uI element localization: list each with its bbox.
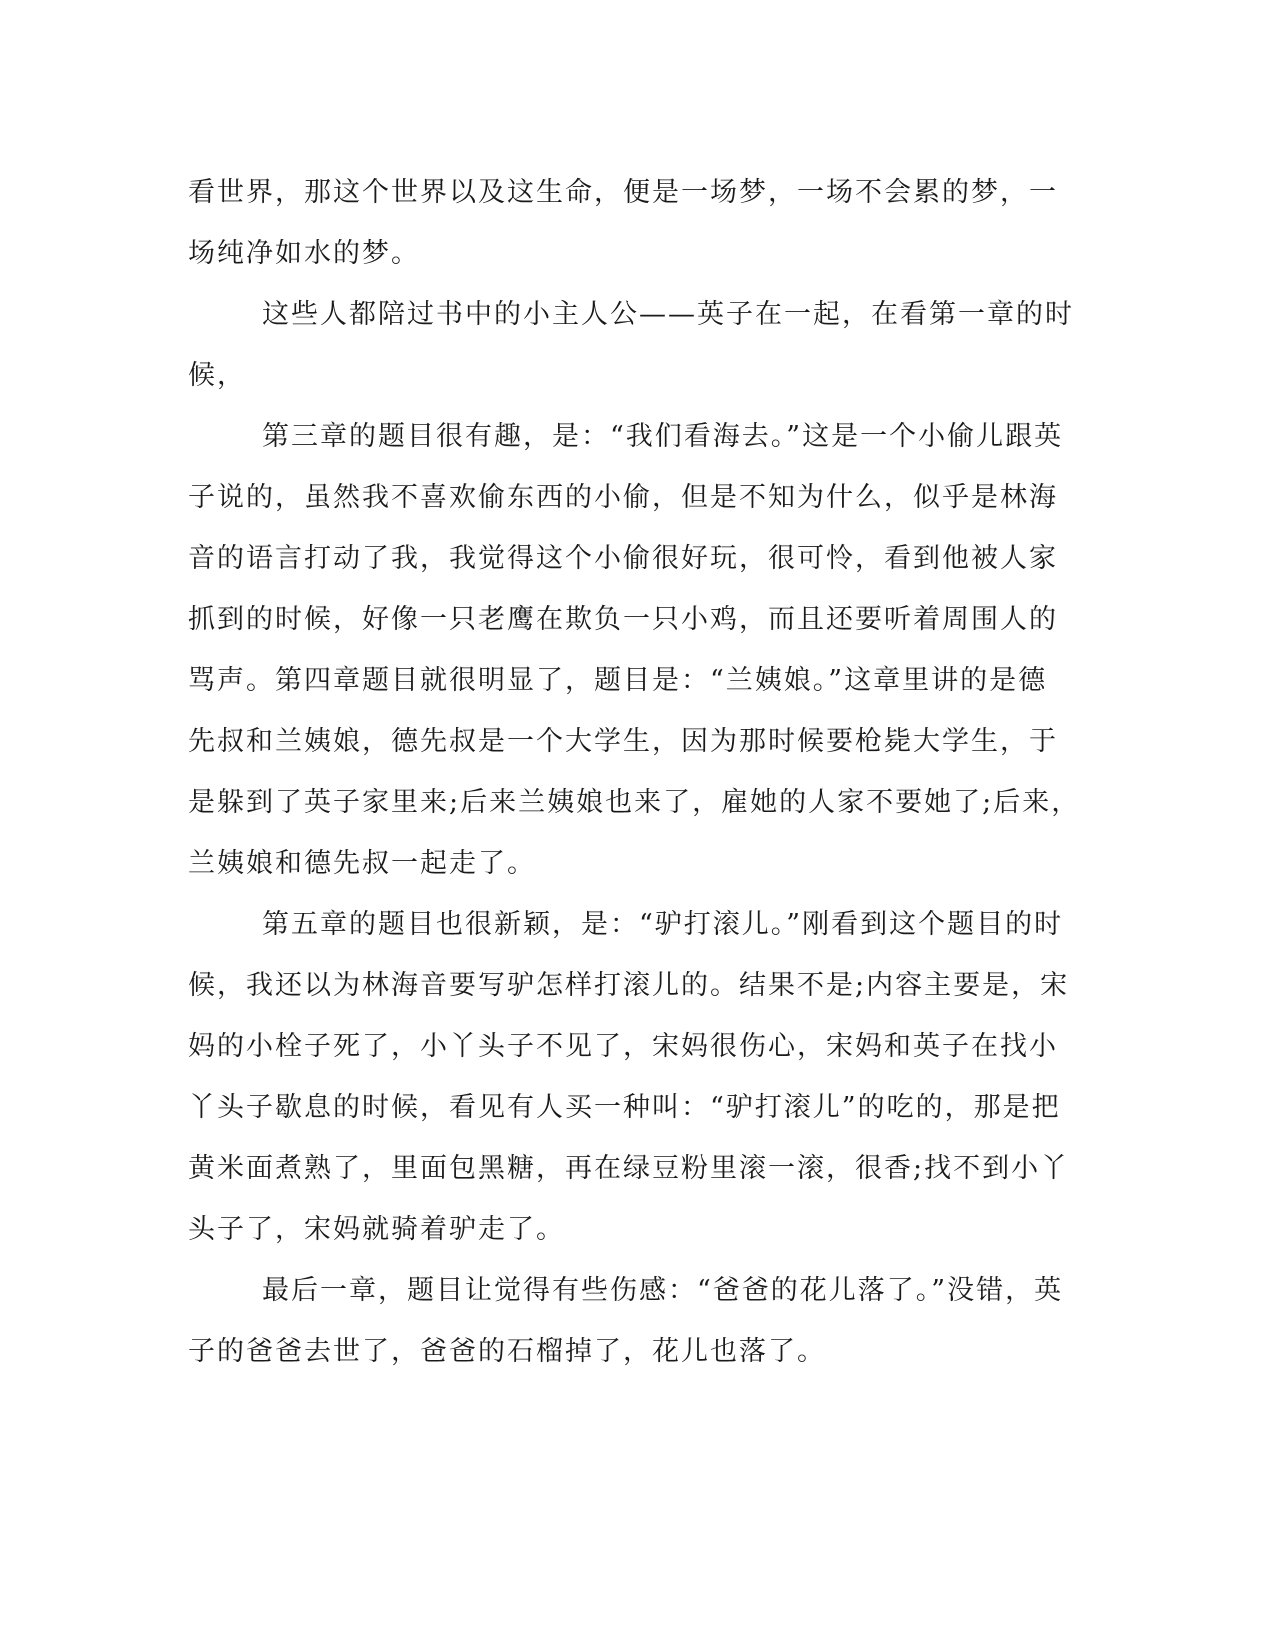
text-line: 子说的，虽然我不喜欢偷东西的小偷，但是不知为什么，似乎是林海 bbox=[188, 482, 1058, 513]
paragraph bbox=[188, 406, 1081, 894]
paragraph bbox=[188, 894, 1070, 1260]
paragraph bbox=[188, 162, 1070, 284]
text-line: 这些人都陪过书中的小主人公——英子在一起，在看第一章的时 bbox=[262, 299, 1074, 330]
text-line: 头子了，宋妈就骑着驴走了。 bbox=[188, 1214, 565, 1245]
text-line: 最后一章，题目让觉得有些伤感：“爸爸的花儿落了。”没错，英 bbox=[262, 1275, 1064, 1306]
text-line: 先叔和兰姨娘，德先叔是一个大学生，因为那时候要枪毙大学生，于 bbox=[188, 726, 1058, 757]
text-line: 看世界，那这个世界以及这生命，便是一场梦，一场不会累的梦，一 bbox=[188, 177, 1058, 208]
text-line: 是躲到了英子家里来;后来兰姨娘也来了，雇她的人家不要她了;后来， bbox=[188, 787, 1081, 818]
text-line: 候，我还以为林海音要写驴怎样打滚儿的。结果不是;内容主要是，宋 bbox=[188, 970, 1070, 1001]
text-line: 丫头子歇息的时候，看见有人买一种叫：“驴打滚儿”的吃的，那是把 bbox=[188, 1092, 1061, 1123]
paragraph bbox=[188, 1260, 1070, 1382]
body-text bbox=[188, 162, 1081, 1382]
text-line: 第五章的题目也很新颖，是：“驴打滚儿。”刚看到这个题目的时 bbox=[262, 909, 1064, 940]
text-line: 妈的小栓子死了，小丫头子不见了，宋妈很伤心，宋妈和英子在找小 bbox=[188, 1031, 1058, 1062]
text-line: 候， bbox=[188, 360, 246, 391]
text-line: 兰姨娘和德先叔一起走了。 bbox=[188, 848, 536, 879]
text-line: 场纯净如水的梦。 bbox=[188, 238, 420, 269]
text-line: 抓到的时候，好像一只老鹰在欺负一只小鸡，而且还要听着周围人的 bbox=[188, 604, 1058, 635]
paragraph bbox=[188, 284, 1074, 406]
text-line: 子的爸爸去世了，爸爸的石榴掉了，花儿也落了。 bbox=[188, 1336, 826, 1367]
text-line: 第三章的题目很有趣，是：“我们看海去。”这是一个小偷儿跟英 bbox=[262, 421, 1064, 452]
text-line: 骂声。第四章题目就很明显了，题目是：“兰姨娘。”这章里讲的是德 bbox=[188, 665, 1048, 696]
text-line: 黄米面煮熟了，里面包黑糖，再在绿豆粉里滚一滚，很香;找不到小丫 bbox=[188, 1153, 1070, 1184]
text-line: 音的语言打动了我，我觉得这个小偷很好玩，很可怜，看到他被人家 bbox=[188, 543, 1058, 574]
